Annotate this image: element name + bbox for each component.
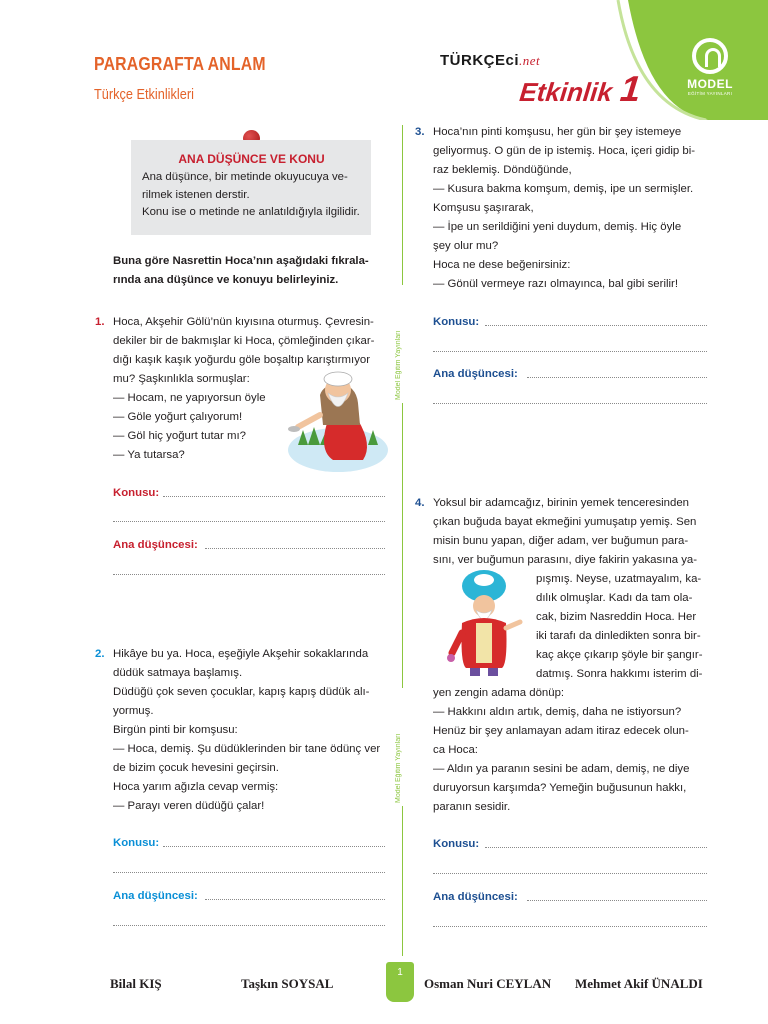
- question-line: — Hakkını aldın artık, demiş, daha ne istiyorsun?: [433, 706, 682, 718]
- q1-main-idea-answer-line[interactable]: [205, 548, 385, 549]
- q2-topic-label: Konusu:: [113, 837, 160, 849]
- q4-main-idea-answer-line[interactable]: [527, 900, 707, 901]
- question-line: kaç akçe çıkarıp şöyle bir şangır-: [536, 649, 703, 661]
- q2-topic-answer-line-2[interactable]: [113, 872, 385, 873]
- q3-topic-answer-line[interactable]: [485, 325, 707, 326]
- question-line: Yoksul bir adamcağız, birinin yemek tenceresinden: [433, 497, 690, 509]
- question-line: de bizim çocuk hevesini geçirsin.: [113, 762, 279, 774]
- question-line: dılık olmuşlar. Kadı da tam ola-: [536, 592, 693, 604]
- q1-main-idea-answer-line-2[interactable]: [113, 574, 385, 575]
- question-line: — Gönül vermeye razı olmayınca, bal gibi serilir!: [433, 278, 678, 290]
- activity-label: Etkinlik: [518, 77, 614, 107]
- question-line: Hoca ne dese beğenirsiniz:: [433, 259, 571, 271]
- q3-main-idea-answer-line-2[interactable]: [433, 403, 707, 404]
- author-name: Osman Nuri CEYLAN: [424, 976, 552, 991]
- column-divider: [402, 403, 403, 688]
- q2-main-idea-answer-line-2[interactable]: [113, 925, 385, 926]
- info-box-line: Ana düşünce, bir metinde okuyucuya ve-: [142, 171, 348, 183]
- question-line: misin bunu yapan, diğer adam, ver buğumun para-: [433, 535, 689, 547]
- author-name: Taşkın SOYSAL: [241, 976, 334, 991]
- instructions-line: rında ana düşünce ve konuyu belirleyiniz.: [113, 273, 339, 286]
- question-line: Hoca, Akşehir Gölü’nün kıyısına oturmuş. Çevresin-: [113, 316, 374, 328]
- question-number: 3.: [415, 126, 425, 138]
- question-line: sını, ver buğumun parasını, diye fakirin yakasına ya-: [433, 554, 698, 566]
- info-box-line: rilmek istenen derstir.: [142, 188, 250, 201]
- question-line: geliyormuş. O gün de ip istemiş. Hoca, içeri gidip bi-: [433, 145, 696, 157]
- question-line: dığı kaşık kaşık yoğurdu göle boşaltıp karıştırmıyor: [113, 354, 371, 366]
- q2-main-idea-label: Ana düşüncesi:: [113, 890, 198, 902]
- question-line: Düdüğü çok seven çocuklar, kapış kapış düdük alı-: [113, 686, 370, 698]
- q3-topic-label: Konusu:: [433, 316, 480, 328]
- q1-main-idea-label: Ana düşüncesi:: [113, 539, 198, 551]
- brand-main: TÜRKÇEci: [440, 52, 520, 69]
- question-line: Hoca’nın pinti komşusu, her gün bir şey istemeye: [433, 126, 682, 138]
- q1-topic-label: Konusu:: [113, 487, 160, 499]
- column-divider: [402, 806, 403, 956]
- question-line: Hikâye bu ya. Hoca, eşeğiyle Akşehir sokaklarında: [113, 648, 369, 660]
- brand-suffix: .net: [519, 53, 541, 68]
- question-line: cak, bizim Nasreddin Hoca. Her: [536, 611, 697, 623]
- question-line: mu? Şaşkınlıkla sormuşlar:: [113, 373, 250, 385]
- question-line: — Hocam, ne yapıyorsun öyle: [113, 392, 266, 404]
- question-line: raz beklemiş. Döndüğünde,: [433, 164, 572, 176]
- question-line: datmış. Sonra hakkımı isterim di-: [536, 668, 703, 680]
- info-box: [131, 140, 371, 235]
- question-line: — Aldın ya paranın sesini be adam, demiş, ne diye: [433, 763, 690, 775]
- question-line: — İpe un serildiğini yeni duydum, demiş. Hiç öyle: [433, 221, 682, 233]
- brand-logo: [440, 52, 540, 69]
- question-line: — Göle yoğurt çalıyorum!: [113, 411, 243, 423]
- instructions: [113, 252, 391, 289]
- question-line: — Hoca, demiş. Şu düdüklerinden bir tane ödünç ver: [113, 743, 381, 755]
- page-title: PARAGRAFTA ANLAM: [94, 54, 266, 74]
- q2-main-idea-answer-line[interactable]: [205, 899, 385, 900]
- author-name: Bilal KIŞ: [110, 976, 162, 991]
- question-line: iki tarafı da dinledikten sonra bir-: [536, 630, 701, 642]
- hoca-judge-illustration: [440, 568, 528, 680]
- author-name: Mehmet Akif ÜNALDI: [575, 976, 703, 991]
- model-logo-icon: [692, 38, 728, 74]
- question-line: şey olur mu?: [433, 240, 499, 252]
- question-line: — Göl hiç yoğurt tutar mı?: [113, 430, 246, 442]
- q4-main-idea-label: Ana düşüncesi:: [433, 891, 518, 903]
- question-number: 4.: [415, 497, 425, 509]
- question-line: yen zengin adama dönüp:: [433, 687, 565, 699]
- question-line: Hoca yarım ağızla cevap vermiş:: [113, 781, 279, 793]
- question-line: Henüz bir şey anlamayan adam itiraz edecek olun-: [433, 725, 689, 737]
- question-number: 1.: [95, 316, 105, 328]
- question-2: [95, 645, 381, 816]
- question-line: Birgün pinti bir komşusu:: [113, 724, 238, 736]
- activity-heading: [518, 68, 643, 110]
- question-line: düdük satmaya başlamış.: [113, 667, 243, 679]
- q3-main-idea-label: Ana düşüncesi:: [433, 368, 518, 380]
- side-publisher-text: Model Eğitim Yayınları: [395, 733, 402, 803]
- question-line: — Parayı veren düdüğü çalar!: [113, 800, 265, 812]
- publisher-logo: [665, 38, 755, 96]
- page-number-badge: 1: [386, 962, 414, 1002]
- question-line: — Kusura bakma komşum, demiş, ipe un sermişler.: [433, 183, 694, 195]
- question-line: paranın sesidir.: [433, 801, 511, 813]
- question-line: yormuş.: [113, 705, 154, 717]
- q1-topic-answer-line[interactable]: [163, 496, 385, 497]
- question-line: pışmış. Neyse, uzatmayalım, ka-: [536, 573, 702, 585]
- info-box-title: ANA DÜŞÜNCE VE KONU: [178, 152, 325, 166]
- question-line: Komşusu şaşırarak,: [433, 202, 534, 214]
- q4-topic-answer-line[interactable]: [485, 847, 707, 848]
- column-divider: [402, 125, 403, 285]
- side-publisher-text: Model Eğitim Yayınları: [395, 330, 402, 400]
- question-line: ca Hoca:: [433, 744, 478, 756]
- instructions-line: Buna göre Nasrettin Hoca’nın aşağıdaki fıkrala-: [113, 255, 369, 267]
- activity-number: 1: [618, 68, 643, 109]
- logo-title: MODEL: [687, 77, 733, 91]
- question-line: duruyorsun karşımda? Yemeğin buğusunun hakkı,: [433, 782, 687, 794]
- hoca-at-lake-illustration: [278, 365, 388, 475]
- q4-main-idea-answer-line-2[interactable]: [433, 926, 707, 927]
- question-number: 2.: [95, 648, 105, 660]
- question-line: dekiler bir de bakmışlar ki Hoca, çömleğinden çıkar-: [113, 335, 375, 347]
- q3-topic-answer-line-2[interactable]: [433, 351, 707, 352]
- q4-topic-label: Konusu:: [433, 838, 480, 850]
- logo-subtitle: EĞİTİM YAYINLARI: [687, 91, 733, 96]
- q2-topic-answer-line[interactable]: [163, 846, 385, 847]
- q1-topic-answer-line-2[interactable]: [113, 521, 385, 522]
- q3-main-idea-answer-line[interactable]: [527, 377, 707, 378]
- q4-topic-answer-line-2[interactable]: [433, 873, 707, 874]
- question-line: çıkan buğuda bayat ekmeğini yumuşatıp yemiş. Sen: [433, 516, 697, 528]
- question-3: [415, 123, 696, 294]
- page-subtitle: Türkçe Etkinlikleri: [94, 86, 194, 103]
- question-line: — Ya tutarsa?: [113, 449, 185, 461]
- info-box-line: Konu ise o metinde ne anlatıldığıyla ilgilidir.: [142, 206, 360, 218]
